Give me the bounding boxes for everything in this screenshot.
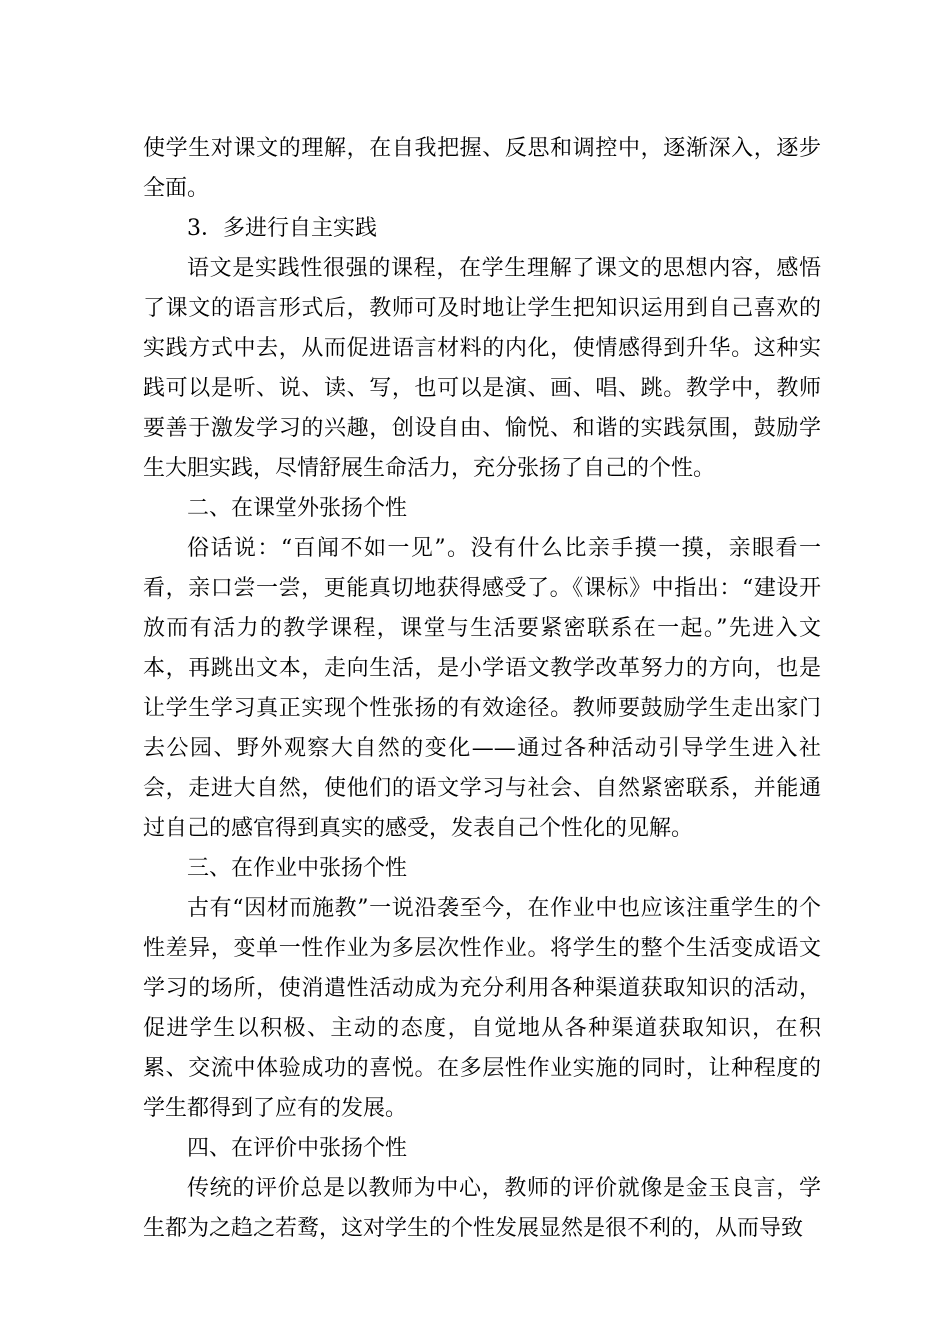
heading-outside-class: 二、在课堂外张扬个性 xyxy=(187,496,408,521)
paragraph-practice: 语文是实践性很强的课程，在学生理解了课文的思想内容，感悟了课文的语言形式后，教师可及时地让学生把知识运用到自己喜欢的实践方式中去，从而促进语言材料的内化，使情感得到升华。这种实践可以是听、说、读、写，也可以是演、画、唱、跳。教学中，教师要善于激发学习的兴趣，创设自由、愉悦、和谐的实践氛围，鼓励学生大胆实践，尽情舒展生命活力，充分张扬了自己的个性。 xyxy=(143,256,821,481)
heading-homework: 三、在作业中张扬个性 xyxy=(187,856,408,881)
document-body xyxy=(143,129,821,1249)
subheading-practice: 3．多进行自主实践 xyxy=(187,216,377,241)
paragraph-continuation: 使学生对课文的理解，在自我把握、反思和调控中，逐渐深入，逐步全面。 xyxy=(143,136,821,201)
heading-evaluation: 四、在评价中张扬个性 xyxy=(187,1136,408,1161)
paragraph-homework: 古有“因材而施教”一说沿袭至今，在作业中也应该注重学生的个性差异，变单一性作业为多层次性作业。将学生的整个生活变成语文学习的场所，使消遣性活动成为充分利用各种渠道获取知识的活动，促进学生以积极、主动的态度，自觉地从各种渠道获取知识，在积累、交流中体验成功的喜悦。在多层性作业实施的同时，让种程度的学生都得到了应有的发展。 xyxy=(143,896,821,1121)
paragraph-outside-class: 俗话说：“百闻不如一见”。没有什么比亲手摸一摸，亲眼看一看，亲口尝一尝，更能真切地获得感受了。《课标》中指出：“建设开放而有活力的教学课程，课堂与生活要紧密联系在一起。”先进入文本，再跳出文本，走向生活，是小学语文教学改革努力的方向，也是让学生学习真正实现个性张扬的有效途径。教师要鼓励学生走出家门去公园、野外观察大自然的变化——通过各种活动引导学生进入社会，走进大自然，使他们的语文学习与社会、自然紧密联系，并能通过自己的感官得到真实的感受，发表自己个性化的见解。 xyxy=(143,536,821,841)
paragraph-evaluation: 传统的评价总是以教师为中心，教师的评价就像是金玉良言，学生都为之趋之若鹜，这对学生的个性发展显然是很不利的，从而导致 xyxy=(143,1176,821,1241)
